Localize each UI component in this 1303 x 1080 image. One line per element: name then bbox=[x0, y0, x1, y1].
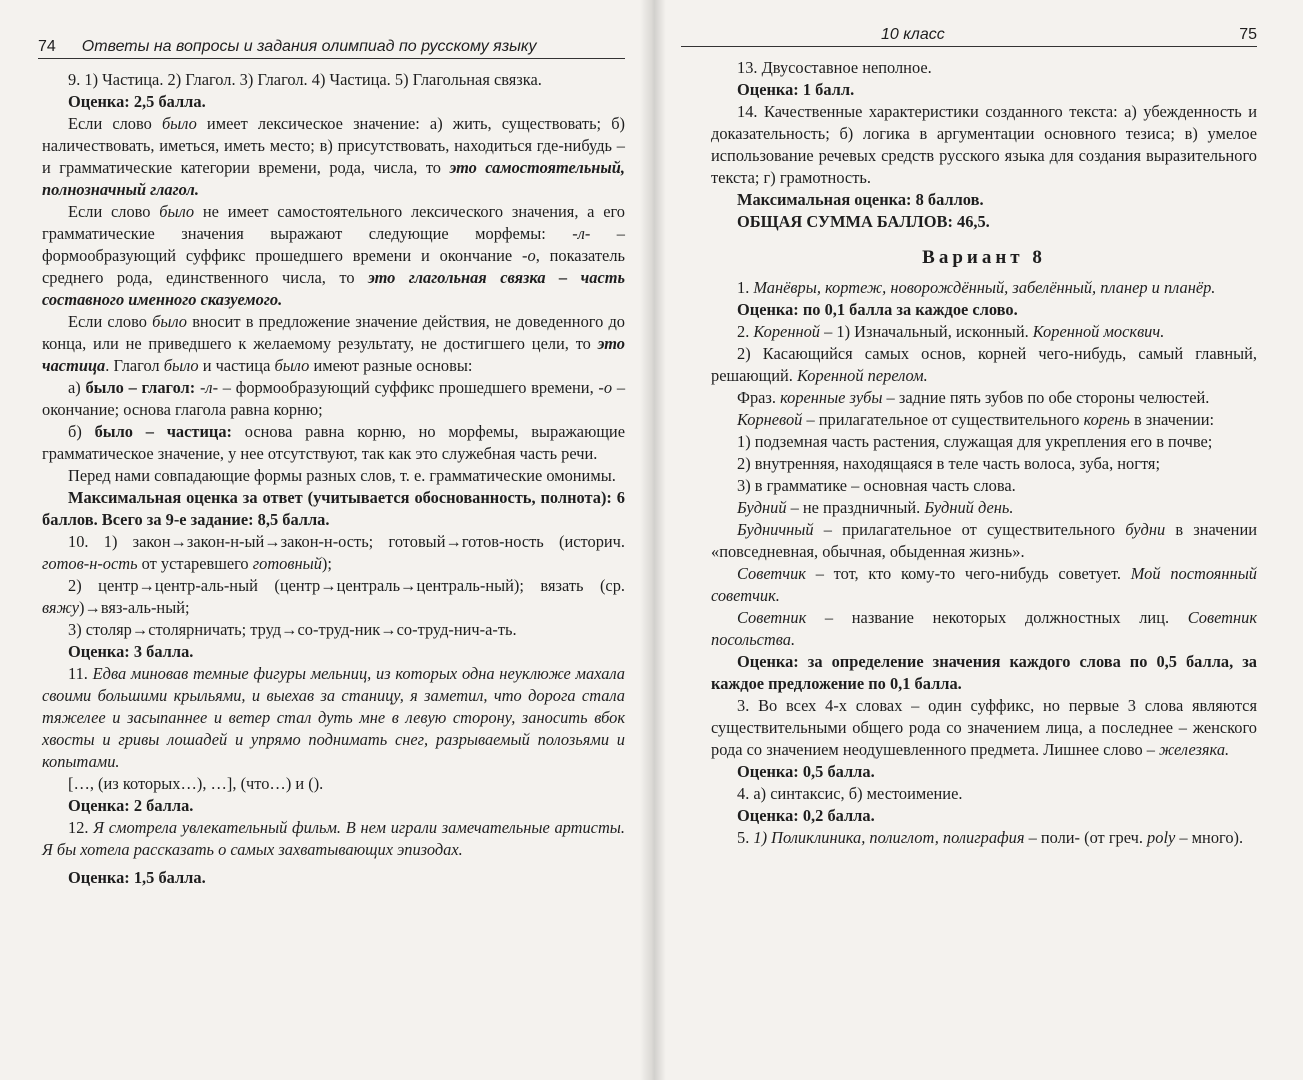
variant-answer-4: 4. а) синтаксис, б) местоимение. bbox=[737, 784, 963, 803]
paragraph-byl-copula: Если слово было не имеет самостоятельного лексического значения, а его грамматические значения выражают следующие морфемы: -л- – формообразующий суффикс прошедшего времени и окончание -о, показатель среднего рода, единственного числа, то это глагольная связка – часть составного именного сказуемого. bbox=[42, 202, 625, 309]
variant-answer-1-score: Оценка: по 0,1 балла за каждое слово. bbox=[737, 300, 1018, 319]
variant-title: Вариант 8 bbox=[922, 247, 1046, 268]
answer-14-max-score: Максимальная оценка: 8 баллов. bbox=[737, 190, 984, 209]
answer-9-score: Оценка: 2,5 балла. bbox=[68, 92, 206, 111]
answer-13-score: Оценка: 1 балл. bbox=[737, 80, 855, 99]
answer-9-max-score: Максимальная оценка за ответ (учитывается обоснованность, полнота): 6 баллов. Всего за 9-е задание: 8,5 балла. bbox=[42, 488, 625, 529]
variant-answer-2-meaning-3: 3) в грамматике – основная часть слова. bbox=[737, 476, 1016, 495]
left-page-number: 74 bbox=[38, 38, 56, 55]
paragraph-homonyms: Перед нами совпадающие формы разных слов, т. е. грамматические омонимы. bbox=[68, 466, 616, 485]
variant-answer-2-korenevoy: Корневой – прилагательное от существительного корень в значении: bbox=[737, 410, 1215, 429]
variant-answer-2-1: 2. Коренной – 1) Изначальный, исконный. Коренной москвич. bbox=[737, 322, 1165, 341]
variant-answer-4-score: Оценка: 0,2 балла. bbox=[737, 806, 875, 825]
left-running-title: Ответы на вопросы и задания олимпиад по русскому языку bbox=[81, 38, 537, 55]
answer-12: 12. Я смотрела увлекательный фильм. В нем играли замечательные артисты. Я бы хотела рассказать о самых захватывающих эпизодах. bbox=[42, 818, 625, 859]
answer-10-score: Оценка: 3 балла. bbox=[68, 642, 194, 661]
paragraph-verb-basis: а) было – глагол: -л- – формообразующий суффикс прошедшего времени, -о – окончание; основа глагола равна корню; bbox=[42, 378, 626, 419]
answer-10-1: 10. 1) закон→закон-н-ый→закон-н-ость; готовый→готов-ность (историч. готов-н-ость от устаревшего готовный); bbox=[42, 532, 625, 573]
variant-answer-2-sovetnik: Советник – название некоторых должностных лиц. Советник посольства. bbox=[711, 608, 1257, 649]
paragraph-particle-basis: б) было – частица: основа равна корню, но морфемы, выражающие грамматическое значение, у нее отсутствуют, так как это служебная часть речи. bbox=[42, 422, 625, 463]
total-score: ОБЩАЯ СУММА БАЛЛОВ: 46,5. bbox=[737, 212, 990, 231]
variant-answer-3: 3. Во всех 4-х словах – один суффикс, но первые 3 слова являются существительными общего рода со значением лица, а последнее – женского рода со значением неодушевленного предмета. Лишнее слово – железяка. bbox=[711, 696, 1257, 759]
paragraph-byl-verb: Если слово было имеет лексическое значение: а) жить, существовать; б) наличествовать, иметься, иметь место; в) присутствовать, находиться где-нибудь – и грамматические категории времени, рода, числа, то это самостоятельный, полнозначный глагол. bbox=[42, 114, 626, 199]
book-gutter-shadow bbox=[640, 0, 666, 1080]
answer-11-scheme: […, (из которых…), …], (что…) и (). bbox=[68, 774, 324, 793]
right-running-head bbox=[681, 26, 1257, 47]
variant-answer-2-budnichny: Будничный – прилагательное от существительного будни в значении «повседневная, обычная, обыденная жизнь». bbox=[711, 520, 1257, 561]
answer-13: 13. Двусоставное неполное. bbox=[737, 58, 932, 77]
variant-answer-1: 1. Манёвры, кортеж, новорождённый, забелённый, планер и планёр. bbox=[737, 278, 1216, 297]
answer-11-score: Оценка: 2 балла. bbox=[68, 796, 194, 815]
answer-11: 11. Едва миновав темные фигуры мельниц, из которых одна неуклюже махала своими большими крыльями, и выехав за станицу, я заметил, что дорога стала тяжелее и засыпаннее и ветер стал дуть мне в левую сторону, заносить вбок хвосты и гривы лошадей и упрямо поднимать снег, разрываемый полозьями и копытами. bbox=[42, 664, 625, 771]
answer-14: 14. Качественные характеристики созданного текста: а) убежденность и доказательность; б) логика в аргументации основного тезиса; в) умелое использование речевых средств русского языка для создания выразительного текста; г) грамотность. bbox=[711, 102, 1257, 187]
variant-answer-2-score: Оценка: за определение значения каждого слова по 0,5 балла, за каждое предложение по 0,1 балла. bbox=[711, 652, 1257, 693]
variant-answer-2-phraseology: Фраз. коренные зубы – задние пять зубов по обе стороны челюстей. bbox=[737, 388, 1210, 407]
answer-9: 9. 1) Частица. 2) Глагол. 3) Глагол. 4) Частица. 5) Глагольная связка. bbox=[68, 70, 542, 89]
variant-answer-5: 5. 1) Поликлиника, полиглот, полиграфия – поли- (от греч. poly – много). bbox=[737, 828, 1244, 847]
left-running-head bbox=[38, 38, 625, 59]
answer-12-score: Оценка: 1,5 балла. bbox=[68, 868, 206, 887]
answer-10-3: 3) столяр→столярничать; труд→со-труд-ник→со-труд-нич-а-ть. bbox=[68, 620, 517, 639]
variant-answer-3-score: Оценка: 0,5 балла. bbox=[737, 762, 875, 781]
variant-answer-2-meaning-1: 1) подземная часть растения, служащая для укрепления его в почве; bbox=[737, 432, 1213, 451]
variant-answer-2-meaning-2: 2) внутренняя, находящаяся в теле часть волоса, зуба, ногтя; bbox=[737, 454, 1161, 473]
right-running-title: 10 класс bbox=[881, 26, 945, 43]
variant-answer-2-budniy: Будний – не праздничный. Будний день. bbox=[737, 498, 1014, 517]
paragraph-byl-particle: Если слово было вносит в предложение значение действия, не доведенного до конца, или не приведшего к желаемому результату, не достигшего цели, то это частица. Глагол было и частица было имеют разные основы: bbox=[42, 312, 626, 375]
right-page bbox=[651, 0, 1303, 1080]
variant-answer-2-sovetchik: Советчик – тот, кто кому-то чего-нибудь советует. Мой постоянный советчик. bbox=[711, 564, 1257, 605]
variant-answer-2-2: 2) Касающийся самых основ, корней чего-нибудь, самый главный, решающий. Коренной перелом. bbox=[711, 344, 1257, 385]
right-page-number: 75 bbox=[1239, 26, 1257, 43]
answer-10-2: 2) центр→центр-аль-ный (центр→централь→централь-ный); вязать (ср. вяжу)→вяз-аль-ный; bbox=[42, 576, 625, 617]
